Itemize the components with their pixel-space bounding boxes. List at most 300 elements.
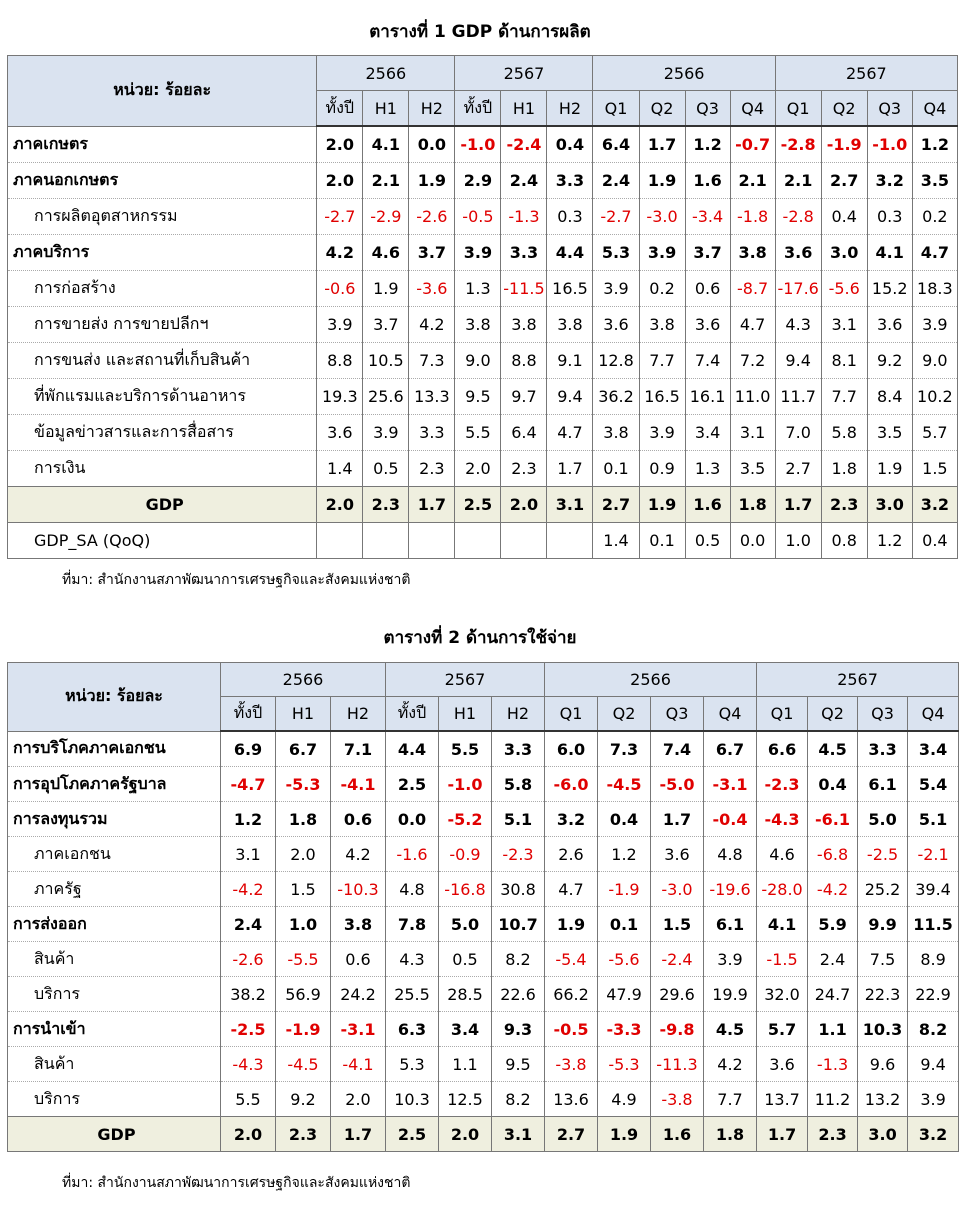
- value-cell: 5.3: [386, 1047, 439, 1082]
- value-cell: 1.9: [639, 163, 685, 199]
- value-cell: -0.6: [317, 271, 363, 307]
- value-cell: 4.2: [331, 837, 386, 872]
- value-cell: 3.3: [501, 235, 547, 271]
- table-row: [8, 163, 958, 199]
- value-cell: 13.2: [858, 1082, 908, 1117]
- value-cell: 4.7: [912, 235, 957, 271]
- value-cell: 5.1: [908, 802, 959, 837]
- column-header: H1: [439, 697, 492, 732]
- value-cell: 3.8: [331, 907, 386, 942]
- value-cell: 25.6: [363, 379, 409, 415]
- value-cell: 1.2: [221, 802, 276, 837]
- value-cell: 3.1: [221, 837, 276, 872]
- value-cell: -2.7: [317, 199, 363, 235]
- value-cell: 3.5: [867, 415, 912, 451]
- expenditure-gdp-table: [7, 662, 959, 1152]
- value-cell: 1.8: [730, 487, 775, 523]
- table-row: [8, 487, 958, 523]
- value-cell: 2.0: [501, 487, 547, 523]
- value-cell: 1.6: [651, 1117, 704, 1152]
- column-header: Q1: [775, 91, 821, 127]
- value-cell: 5.8: [821, 415, 867, 451]
- value-cell: 0.3: [867, 199, 912, 235]
- value-cell: -5.4: [545, 942, 598, 977]
- value-cell: 3.6: [685, 307, 730, 343]
- table-row: [8, 977, 959, 1012]
- value-cell: -3.8: [651, 1082, 704, 1117]
- value-cell: 25.5: [386, 977, 439, 1012]
- value-cell: 2.5: [455, 487, 501, 523]
- value-cell: 2.4: [221, 907, 276, 942]
- value-cell: 0.4: [598, 802, 651, 837]
- value-cell: 3.8: [730, 235, 775, 271]
- value-cell: 2.9: [455, 163, 501, 199]
- year-group-header: 2566: [221, 663, 386, 697]
- value-cell: 2.0: [455, 451, 501, 487]
- value-cell: 2.4: [808, 942, 858, 977]
- value-cell: -5.6: [598, 942, 651, 977]
- value-cell: 2.4: [593, 163, 639, 199]
- value-cell: 8.4: [867, 379, 912, 415]
- value-cell: 2.0: [331, 1082, 386, 1117]
- value-cell: -9.8: [651, 1012, 704, 1047]
- column-header: ทั้งปี: [317, 91, 363, 127]
- value-cell: 3.6: [867, 307, 912, 343]
- value-cell: [363, 523, 409, 559]
- value-cell: 2.3: [409, 451, 455, 487]
- row-label: การเงิน: [8, 451, 317, 487]
- value-cell: 1.7: [639, 126, 685, 163]
- row-label: GDP: [8, 487, 317, 523]
- value-cell: 0.4: [808, 767, 858, 802]
- value-cell: 8.9: [908, 942, 959, 977]
- column-header: Q4: [730, 91, 775, 127]
- value-cell: 3.6: [317, 415, 363, 451]
- value-cell: 3.9: [363, 415, 409, 451]
- row-label: การส่งออก: [8, 907, 221, 942]
- value-cell: -2.3: [757, 767, 808, 802]
- value-cell: -5.0: [651, 767, 704, 802]
- value-cell: 3.9: [908, 1082, 959, 1117]
- value-cell: 0.2: [639, 271, 685, 307]
- value-cell: -5.5: [276, 942, 331, 977]
- value-cell: 3.3: [492, 731, 545, 767]
- value-cell: 29.6: [651, 977, 704, 1012]
- value-cell: 1.2: [867, 523, 912, 559]
- row-label: การนำเข้า: [8, 1012, 221, 1047]
- value-cell: 3.1: [821, 307, 867, 343]
- value-cell: -1.6: [386, 837, 439, 872]
- table-row: [8, 415, 958, 451]
- column-header: Q3: [651, 697, 704, 732]
- value-cell: -4.1: [331, 767, 386, 802]
- value-cell: 1.8: [821, 451, 867, 487]
- value-cell: 4.9: [598, 1082, 651, 1117]
- value-cell: 15.2: [867, 271, 912, 307]
- table2-body: [8, 731, 959, 1152]
- column-header: H2: [331, 697, 386, 732]
- value-cell: 1.1: [439, 1047, 492, 1082]
- value-cell: 16.5: [639, 379, 685, 415]
- value-cell: 4.2: [409, 307, 455, 343]
- table-row: [8, 1012, 959, 1047]
- value-cell: 4.3: [386, 942, 439, 977]
- value-cell: 3.2: [545, 802, 598, 837]
- value-cell: 5.1: [492, 802, 545, 837]
- value-cell: 9.4: [908, 1047, 959, 1082]
- value-cell: 1.3: [685, 451, 730, 487]
- value-cell: 4.8: [386, 872, 439, 907]
- value-cell: 1.9: [363, 271, 409, 307]
- value-cell: 9.0: [455, 343, 501, 379]
- value-cell: 6.7: [276, 731, 331, 767]
- row-label: บริการ: [8, 1082, 221, 1117]
- value-cell: -2.5: [221, 1012, 276, 1047]
- value-cell: 9.2: [276, 1082, 331, 1117]
- year-group-header: 2567: [455, 56, 593, 91]
- value-cell: 9.3: [492, 1012, 545, 1047]
- value-cell: -2.6: [409, 199, 455, 235]
- value-cell: 0.9: [639, 451, 685, 487]
- unit-header: หน่วย: ร้อยละ: [8, 663, 221, 732]
- row-label: ภาคเกษตร: [8, 126, 317, 163]
- table-row: [8, 271, 958, 307]
- value-cell: -3.1: [704, 767, 757, 802]
- year-group-header: 2567: [775, 56, 957, 91]
- value-cell: 1.3: [455, 271, 501, 307]
- value-cell: 5.4: [908, 767, 959, 802]
- value-cell: -1.9: [276, 1012, 331, 1047]
- value-cell: 7.0: [775, 415, 821, 451]
- row-label: การอุปโภคภาครัฐบาล: [8, 767, 221, 802]
- value-cell: 6.6: [757, 731, 808, 767]
- value-cell: 1.9: [409, 163, 455, 199]
- value-cell: 0.3: [547, 199, 593, 235]
- value-cell: 13.6: [545, 1082, 598, 1117]
- value-cell: 12.5: [439, 1082, 492, 1117]
- value-cell: -2.4: [501, 126, 547, 163]
- value-cell: 2.6: [545, 837, 598, 872]
- table-row: [8, 942, 959, 977]
- value-cell: 4.7: [730, 307, 775, 343]
- value-cell: 47.9: [598, 977, 651, 1012]
- value-cell: [455, 523, 501, 559]
- value-cell: 11.2: [808, 1082, 858, 1117]
- value-cell: -28.0: [757, 872, 808, 907]
- value-cell: -10.3: [331, 872, 386, 907]
- value-cell: -5.3: [276, 767, 331, 802]
- value-cell: 13.7: [757, 1082, 808, 1117]
- value-cell: 6.9: [221, 731, 276, 767]
- table-row: [8, 199, 958, 235]
- value-cell: 7.4: [651, 731, 704, 767]
- value-cell: 1.7: [651, 802, 704, 837]
- value-cell: 6.1: [704, 907, 757, 942]
- value-cell: 0.5: [439, 942, 492, 977]
- value-cell: 32.0: [757, 977, 808, 1012]
- table-row: [8, 307, 958, 343]
- value-cell: 7.7: [821, 379, 867, 415]
- value-cell: 7.8: [386, 907, 439, 942]
- value-cell: 1.4: [593, 523, 639, 559]
- value-cell: -1.0: [455, 126, 501, 163]
- column-header: H2: [492, 697, 545, 732]
- column-header: Q3: [858, 697, 908, 732]
- value-cell: -2.7: [593, 199, 639, 235]
- value-cell: 1.7: [409, 487, 455, 523]
- value-cell: 9.4: [547, 379, 593, 415]
- value-cell: 1.4: [317, 451, 363, 487]
- value-cell: -4.5: [598, 767, 651, 802]
- value-cell: 0.6: [331, 802, 386, 837]
- value-cell: 10.3: [858, 1012, 908, 1047]
- value-cell: -1.8: [730, 199, 775, 235]
- value-cell: 8.8: [501, 343, 547, 379]
- value-cell: 4.6: [363, 235, 409, 271]
- value-cell: 2.0: [317, 163, 363, 199]
- row-label: ภาคนอกเกษตร: [8, 163, 317, 199]
- column-header: Q2: [808, 697, 858, 732]
- value-cell: 1.6: [685, 163, 730, 199]
- value-cell: 3.0: [821, 235, 867, 271]
- value-cell: 28.5: [439, 977, 492, 1012]
- value-cell: -1.9: [821, 126, 867, 163]
- value-cell: 8.2: [908, 1012, 959, 1047]
- value-cell: 0.1: [639, 523, 685, 559]
- table2-source: ที่มา: สำนักงานสภาพัฒนาการเศรษฐกิจและสังคมแห่งชาติ: [62, 1175, 411, 1191]
- value-cell: -0.7: [730, 126, 775, 163]
- table-row: [8, 1117, 959, 1152]
- value-cell: 0.4: [821, 199, 867, 235]
- table-row: [8, 235, 958, 271]
- value-cell: 3.8: [455, 307, 501, 343]
- value-cell: 3.9: [704, 942, 757, 977]
- value-cell: 3.9: [639, 415, 685, 451]
- value-cell: 9.9: [858, 907, 908, 942]
- value-cell: 66.2: [545, 977, 598, 1012]
- value-cell: 4.4: [386, 731, 439, 767]
- value-cell: 3.0: [858, 1117, 908, 1152]
- value-cell: 3.9: [317, 307, 363, 343]
- value-cell: 3.1: [730, 415, 775, 451]
- column-header: ทั้งปี: [221, 697, 276, 732]
- value-cell: 9.5: [455, 379, 501, 415]
- value-cell: 2.7: [545, 1117, 598, 1152]
- row-label: ที่พักแรมและบริการด้านอาหาร: [8, 379, 317, 415]
- value-cell: 4.3: [775, 307, 821, 343]
- value-cell: -17.6: [775, 271, 821, 307]
- value-cell: 24.7: [808, 977, 858, 1012]
- value-cell: 11.0: [730, 379, 775, 415]
- value-cell: 0.0: [386, 802, 439, 837]
- value-cell: 3.5: [730, 451, 775, 487]
- value-cell: 0.5: [685, 523, 730, 559]
- value-cell: 4.1: [363, 126, 409, 163]
- value-cell: -1.9: [598, 872, 651, 907]
- value-cell: 1.0: [276, 907, 331, 942]
- value-cell: 16.5: [547, 271, 593, 307]
- year-group-header: 2567: [757, 663, 959, 697]
- value-cell: 3.6: [757, 1047, 808, 1082]
- value-cell: [317, 523, 363, 559]
- value-cell: 7.4: [685, 343, 730, 379]
- value-cell: 2.5: [386, 767, 439, 802]
- value-cell: -3.8: [545, 1047, 598, 1082]
- value-cell: -4.3: [757, 802, 808, 837]
- value-cell: 6.0: [545, 731, 598, 767]
- value-cell: 3.9: [912, 307, 957, 343]
- value-cell: 3.8: [547, 307, 593, 343]
- column-header: ทั้งปี: [455, 91, 501, 127]
- value-cell: -5.2: [439, 802, 492, 837]
- value-cell: 4.2: [317, 235, 363, 271]
- value-cell: 3.6: [593, 307, 639, 343]
- value-cell: 1.5: [276, 872, 331, 907]
- value-cell: 7.3: [598, 731, 651, 767]
- row-label: การผลิตอุตสาหกรรม: [8, 199, 317, 235]
- value-cell: 5.7: [912, 415, 957, 451]
- value-cell: 2.7: [593, 487, 639, 523]
- value-cell: 1.1: [808, 1012, 858, 1047]
- value-cell: 1.8: [276, 802, 331, 837]
- column-header: H1: [363, 91, 409, 127]
- value-cell: 2.3: [808, 1117, 858, 1152]
- value-cell: 1.7: [757, 1117, 808, 1152]
- unit-header: หน่วย: ร้อยละ: [8, 56, 317, 127]
- value-cell: 1.2: [598, 837, 651, 872]
- value-cell: 0.6: [331, 942, 386, 977]
- value-cell: 1.2: [685, 126, 730, 163]
- value-cell: 0.1: [598, 907, 651, 942]
- value-cell: 6.4: [593, 126, 639, 163]
- value-cell: -3.3: [598, 1012, 651, 1047]
- value-cell: 0.0: [730, 523, 775, 559]
- value-cell: 6.1: [858, 767, 908, 802]
- column-header: Q4: [912, 91, 957, 127]
- value-cell: 0.2: [912, 199, 957, 235]
- value-cell: 2.4: [501, 163, 547, 199]
- value-cell: 3.2: [912, 487, 957, 523]
- column-header: Q2: [821, 91, 867, 127]
- value-cell: 11.5: [908, 907, 959, 942]
- value-cell: 4.2: [704, 1047, 757, 1082]
- value-cell: 4.6: [757, 837, 808, 872]
- value-cell: 5.5: [221, 1082, 276, 1117]
- value-cell: -3.0: [651, 872, 704, 907]
- value-cell: -3.6: [409, 271, 455, 307]
- value-cell: 0.5: [363, 451, 409, 487]
- value-cell: 3.4: [439, 1012, 492, 1047]
- column-header: Q2: [598, 697, 651, 732]
- value-cell: 39.4: [908, 872, 959, 907]
- value-cell: 5.0: [439, 907, 492, 942]
- value-cell: -4.7: [221, 767, 276, 802]
- value-cell: 2.3: [501, 451, 547, 487]
- value-cell: -1.0: [867, 126, 912, 163]
- value-cell: -2.6: [221, 942, 276, 977]
- value-cell: -11.5: [501, 271, 547, 307]
- row-label: การขายส่ง การขายปลีกฯ: [8, 307, 317, 343]
- value-cell: -4.5: [276, 1047, 331, 1082]
- value-cell: -4.2: [808, 872, 858, 907]
- value-cell: 3.1: [492, 1117, 545, 1152]
- value-cell: -0.9: [439, 837, 492, 872]
- value-cell: 8.8: [317, 343, 363, 379]
- value-cell: 30.8: [492, 872, 545, 907]
- value-cell: 9.6: [858, 1047, 908, 1082]
- column-header: Q4: [908, 697, 959, 732]
- table-row: [8, 907, 959, 942]
- row-label: สินค้า: [8, 942, 221, 977]
- value-cell: 9.7: [501, 379, 547, 415]
- row-label: บริการ: [8, 977, 221, 1012]
- value-cell: 0.0: [409, 126, 455, 163]
- year-group-header: 2566: [545, 663, 757, 697]
- table-row: [8, 767, 959, 802]
- value-cell: 0.8: [821, 523, 867, 559]
- value-cell: 8.1: [821, 343, 867, 379]
- value-cell: 5.5: [439, 731, 492, 767]
- value-cell: -4.1: [331, 1047, 386, 1082]
- value-cell: 2.0: [317, 126, 363, 163]
- value-cell: 3.0: [867, 487, 912, 523]
- value-cell: 3.8: [501, 307, 547, 343]
- value-cell: -3.0: [639, 199, 685, 235]
- row-label: GDP: [8, 1117, 221, 1152]
- column-header: Q3: [685, 91, 730, 127]
- value-cell: 22.3: [858, 977, 908, 1012]
- value-cell: -0.5: [455, 199, 501, 235]
- column-header: ทั้งปี: [386, 697, 439, 732]
- value-cell: -1.3: [808, 1047, 858, 1082]
- value-cell: 2.0: [276, 837, 331, 872]
- value-cell: 9.5: [492, 1047, 545, 1082]
- value-cell: 6.4: [501, 415, 547, 451]
- value-cell: 3.8: [639, 307, 685, 343]
- value-cell: 2.5: [386, 1117, 439, 1152]
- value-cell: 2.3: [363, 487, 409, 523]
- value-cell: 2.0: [221, 1117, 276, 1152]
- value-cell: 2.0: [317, 487, 363, 523]
- table-row: [8, 126, 958, 163]
- value-cell: -2.8: [775, 199, 821, 235]
- value-cell: 4.7: [545, 872, 598, 907]
- value-cell: 3.1: [547, 487, 593, 523]
- value-cell: [547, 523, 593, 559]
- value-cell: -1.5: [757, 942, 808, 977]
- value-cell: 2.3: [821, 487, 867, 523]
- value-cell: -8.7: [730, 271, 775, 307]
- table-row: [8, 731, 959, 767]
- value-cell: 3.6: [651, 837, 704, 872]
- column-header: H1: [276, 697, 331, 732]
- value-cell: [501, 523, 547, 559]
- row-label: ข้อมูลข่าวสารและการสื่อสาร: [8, 415, 317, 451]
- value-cell: 7.5: [858, 942, 908, 977]
- value-cell: 7.3: [409, 343, 455, 379]
- value-cell: -2.1: [908, 837, 959, 872]
- value-cell: 2.7: [821, 163, 867, 199]
- value-cell: -16.8: [439, 872, 492, 907]
- value-cell: 4.5: [808, 731, 858, 767]
- value-cell: 5.3: [593, 235, 639, 271]
- row-label: ภาคเอกชน: [8, 837, 221, 872]
- table-row: [8, 523, 958, 559]
- column-header: Q1: [545, 697, 598, 732]
- value-cell: -2.3: [492, 837, 545, 872]
- value-cell: 1.2: [912, 126, 957, 163]
- value-cell: 5.9: [808, 907, 858, 942]
